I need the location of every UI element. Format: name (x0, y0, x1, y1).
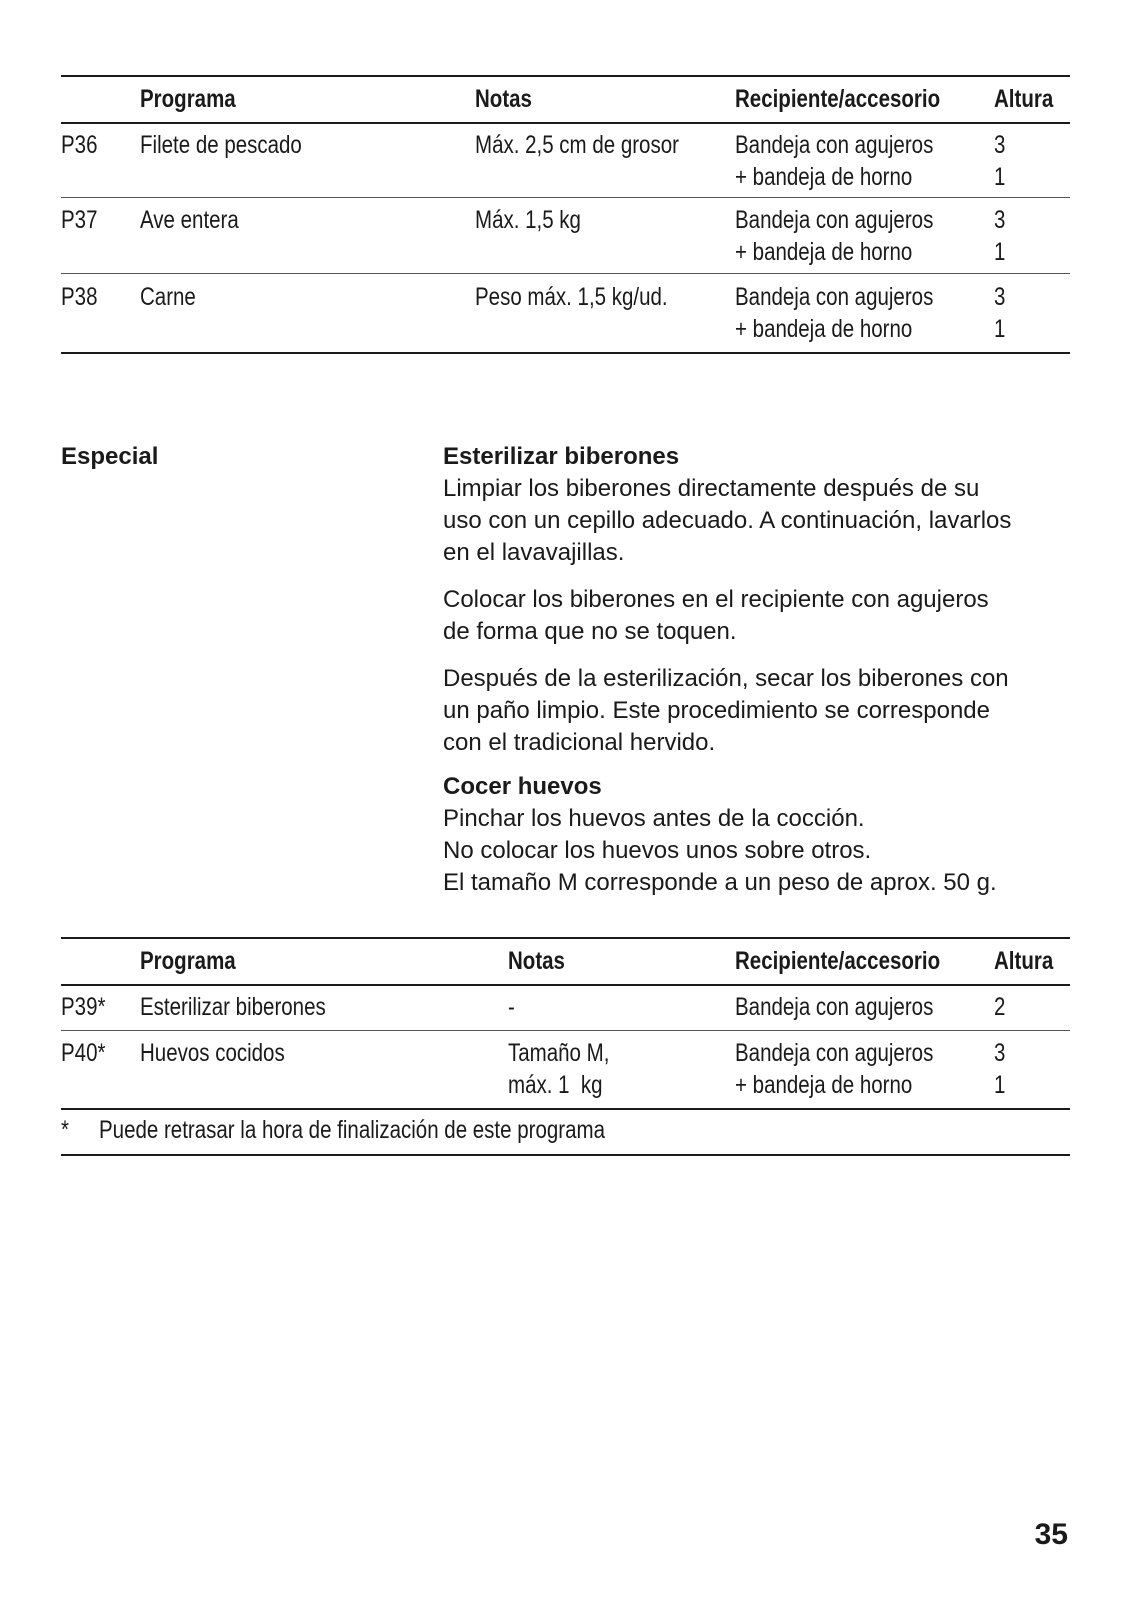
row-divider (61, 197, 1070, 198)
header-recipiente: Recipiente/accesorio (735, 947, 941, 975)
row-programa: Ave entera (140, 206, 239, 234)
row-notas: Peso máx. 1,5 kg/ud. (475, 283, 668, 311)
section-label: Especial (61, 443, 159, 470)
row-notas: Tamaño M, (508, 1039, 610, 1067)
table-top-rule (61, 75, 1070, 77)
table-bottom-rule (61, 352, 1070, 354)
row-code: P38 (61, 283, 98, 311)
eggs-block (443, 771, 1083, 899)
row-programa: Huevos cocidos (140, 1039, 285, 1067)
header-programa: Programa (140, 85, 236, 113)
row-recipiente: Bandeja con agujeros (735, 206, 934, 234)
table-programs-2 (61, 937, 1070, 1157)
row-recipiente: + bandeja de horno (735, 315, 913, 343)
paragraph-line: No colocar los huevos unos sobre otros. (443, 837, 872, 864)
header-notas: Notas (508, 947, 565, 975)
row-programa: Carne (140, 283, 196, 311)
paragraph-line: un paño limpio. Este procedimiento se corresponde (443, 697, 990, 724)
row-recipiente: Bandeja con agujeros (735, 131, 934, 159)
paragraph-line: en el lavavajillas. (443, 539, 625, 566)
row-code: P37 (61, 206, 98, 234)
row-altura: 3 (994, 131, 1006, 159)
row-divider (61, 1030, 1070, 1031)
row-altura: 1 (994, 163, 1006, 191)
paragraph-line: Colocar los biberones en el recipiente con agujeros (443, 586, 989, 613)
header-notas: Notas (475, 85, 532, 113)
footnote-text: Puede retrasar la hora de finalización de este programa (99, 1116, 605, 1144)
header-rule (61, 984, 1070, 986)
sterilize-title: Esterilizar biberones (443, 443, 680, 470)
row-recipiente: + bandeja de horno (735, 238, 913, 266)
table-top-rule (61, 937, 1070, 939)
paragraph-line: de forma que no se toquen. (443, 618, 737, 645)
header-altura: Altura (994, 85, 1054, 113)
row-altura: 3 (994, 206, 1006, 234)
paragraph-line: Limpiar los biberones directamente después de su (443, 475, 980, 502)
row-notas: máx. 1 kg (508, 1071, 603, 1099)
row-recipiente: + bandeja de horno (735, 163, 913, 191)
footnote-rule (61, 1154, 1070, 1156)
sterilize-block (443, 441, 1083, 569)
row-altura: 1 (994, 315, 1006, 343)
header-rule (61, 122, 1070, 124)
table-bottom-rule (61, 1108, 1070, 1110)
row-divider (61, 273, 1070, 274)
sterilize-paragraph-2 (443, 584, 1083, 648)
row-altura: 2 (994, 993, 1006, 1021)
header-altura: Altura (994, 947, 1054, 975)
row-recipiente: Bandeja con agujeros (735, 993, 934, 1021)
paragraph-line: Pinchar los huevos antes de la cocción. (443, 805, 865, 832)
page-number: 35 (1034, 1518, 1068, 1551)
row-altura: 3 (994, 1039, 1006, 1067)
row-altura: 1 (994, 238, 1006, 266)
footnote-mark: * (61, 1116, 69, 1144)
paragraph-line: uso con un cepillo adecuado. A continuación, lavarlos (443, 507, 1012, 534)
paragraph-line: con el tradicional hervido. (443, 729, 716, 756)
row-code: P36 (61, 131, 98, 159)
header-programa: Programa (140, 947, 236, 975)
paragraph-line: El tamaño M corresponde a un peso de aprox. 50 g. (443, 869, 997, 896)
row-recipiente: Bandeja con agujeros (735, 1039, 934, 1067)
row-notas: - (508, 993, 515, 1021)
row-code: P39* (61, 993, 106, 1021)
row-notas: Máx. 1,5 kg (475, 206, 581, 234)
header-recipiente: Recipiente/accesorio (735, 85, 941, 113)
row-altura: 1 (994, 1071, 1006, 1099)
row-recipiente: + bandeja de horno (735, 1071, 913, 1099)
row-programa: Esterilizar biberones (140, 993, 326, 1021)
sterilize-paragraph-3 (443, 663, 1083, 759)
row-altura: 3 (994, 283, 1006, 311)
row-notas: Máx. 2,5 cm de grosor (475, 131, 679, 159)
row-code: P40* (61, 1039, 106, 1067)
table-programs-1 (61, 75, 1070, 355)
eggs-title: Cocer huevos (443, 773, 602, 800)
row-programa: Filete de pescado (140, 131, 302, 159)
row-recipiente: Bandeja con agujeros (735, 283, 934, 311)
paragraph-line: Después de la esterilización, secar los biberones con (443, 665, 1009, 692)
